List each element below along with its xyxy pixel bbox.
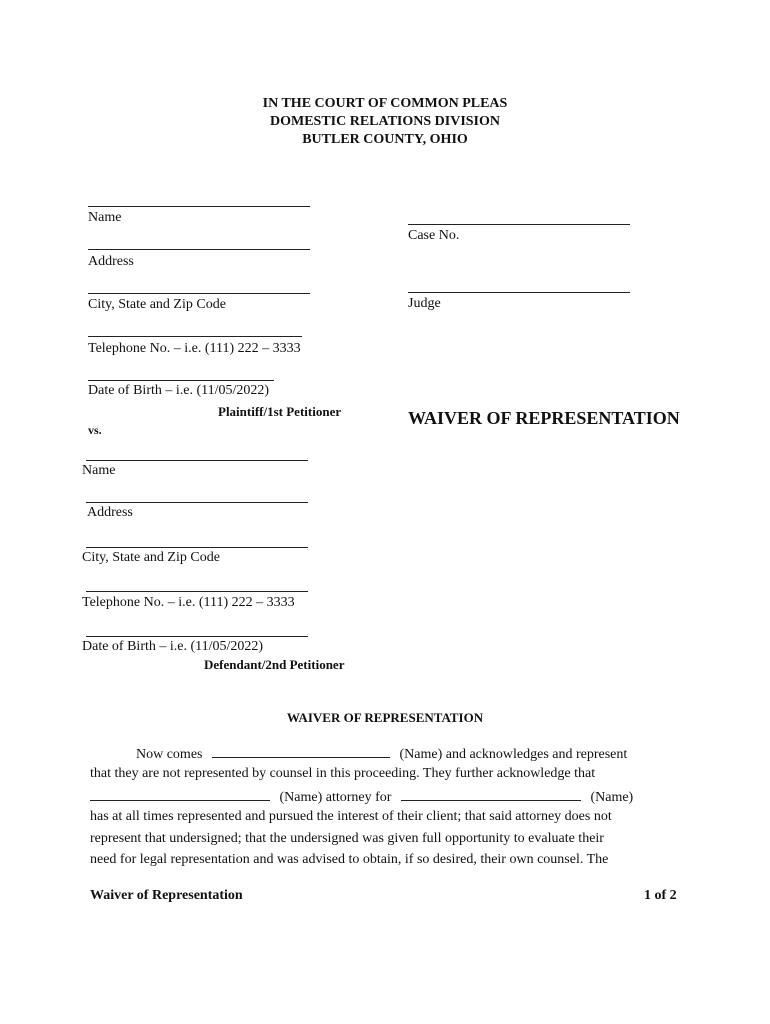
judge-line[interactable] bbox=[408, 292, 630, 293]
court-heading-line-2: DOMESTIC RELATIONS DIVISION bbox=[269, 114, 500, 129]
defendant-dob-line[interactable] bbox=[86, 636, 308, 637]
paragraph-line-6: need for legal representation and was advised to obtain, if so desired, their own counsel. The bbox=[90, 852, 609, 867]
judge-label: Judge bbox=[408, 296, 441, 311]
plaintiff-phone-label: Telephone No. – i.e. (111) 222 – 3333 bbox=[88, 341, 301, 356]
attorney-for-text: (Name) attorney for bbox=[279, 790, 392, 805]
name-blank-1[interactable] bbox=[212, 745, 390, 758]
acknowledges-text: (Name) and acknowledges and represent bbox=[399, 747, 628, 762]
court-heading bbox=[0, 95, 770, 149]
paragraph-line-3 bbox=[90, 788, 633, 806]
plaintiff-name-line[interactable] bbox=[88, 206, 310, 207]
plaintiff-address-label: Address bbox=[88, 254, 134, 269]
defendant-name-line[interactable] bbox=[86, 460, 308, 461]
defendant-role-label: Defendant/2nd Petitioner bbox=[204, 657, 345, 672]
defendant-address-label: Address bbox=[87, 505, 133, 520]
defendant-phone-line[interactable] bbox=[86, 591, 308, 592]
defendant-name-label: Name bbox=[82, 463, 116, 478]
plaintiff-dob-label: Date of Birth – i.e. (11/05/2022) bbox=[88, 383, 270, 398]
vs-label: vs. bbox=[88, 423, 102, 437]
name-blank-2[interactable] bbox=[90, 788, 270, 801]
name-blank-3[interactable] bbox=[401, 788, 581, 801]
now-comes-text: Now comes bbox=[136, 747, 203, 762]
plaintiff-role-label: Plaintiff/1st Petitioner bbox=[218, 404, 342, 419]
defendant-phone-label: Telephone No. – i.e. (111) 222 – 3333 bbox=[82, 595, 295, 610]
defendant-city-label: City, State and Zip Code bbox=[82, 550, 220, 565]
side-document-title: WAIVER OF REPRESENTATION bbox=[408, 408, 680, 428]
paragraph-line-2: that they are not represented by counsel in this proceeding. They further acknowledge that bbox=[90, 766, 596, 781]
plaintiff-dob-line[interactable] bbox=[88, 380, 274, 381]
plaintiff-city-label: City, State and Zip Code bbox=[88, 297, 226, 312]
footer-page-number: 1 of 2 bbox=[644, 888, 677, 903]
court-heading-line-3: BUTLER COUNTY, OHIO bbox=[302, 132, 468, 147]
defendant-address-line[interactable] bbox=[86, 502, 308, 503]
paragraph-line-1 bbox=[136, 745, 627, 763]
paragraph-line-4: has at all times represented and pursued the interest of their client; that said attorney does not bbox=[90, 809, 612, 824]
plaintiff-city-line[interactable] bbox=[88, 293, 310, 294]
paragraph-line-5: represent that undersigned; that the undersigned was given full opportunity to evaluate their bbox=[90, 831, 604, 846]
defendant-city-line[interactable] bbox=[86, 547, 308, 548]
plaintiff-phone-line[interactable] bbox=[88, 336, 302, 337]
plaintiff-address-line[interactable] bbox=[88, 249, 310, 250]
footer-document-name: Waiver of Representation bbox=[90, 888, 243, 903]
case-no-label: Case No. bbox=[408, 228, 460, 243]
defendant-dob-label: Date of Birth – i.e. (11/05/2022) bbox=[82, 639, 264, 654]
section-title: WAIVER OF REPRESENTATION bbox=[286, 710, 484, 725]
court-heading-line-1: IN THE COURT OF COMMON PLEAS bbox=[262, 96, 508, 111]
case-no-line[interactable] bbox=[408, 224, 630, 225]
name-text: (Name) bbox=[590, 790, 634, 805]
plaintiff-name-label: Name bbox=[88, 210, 122, 225]
